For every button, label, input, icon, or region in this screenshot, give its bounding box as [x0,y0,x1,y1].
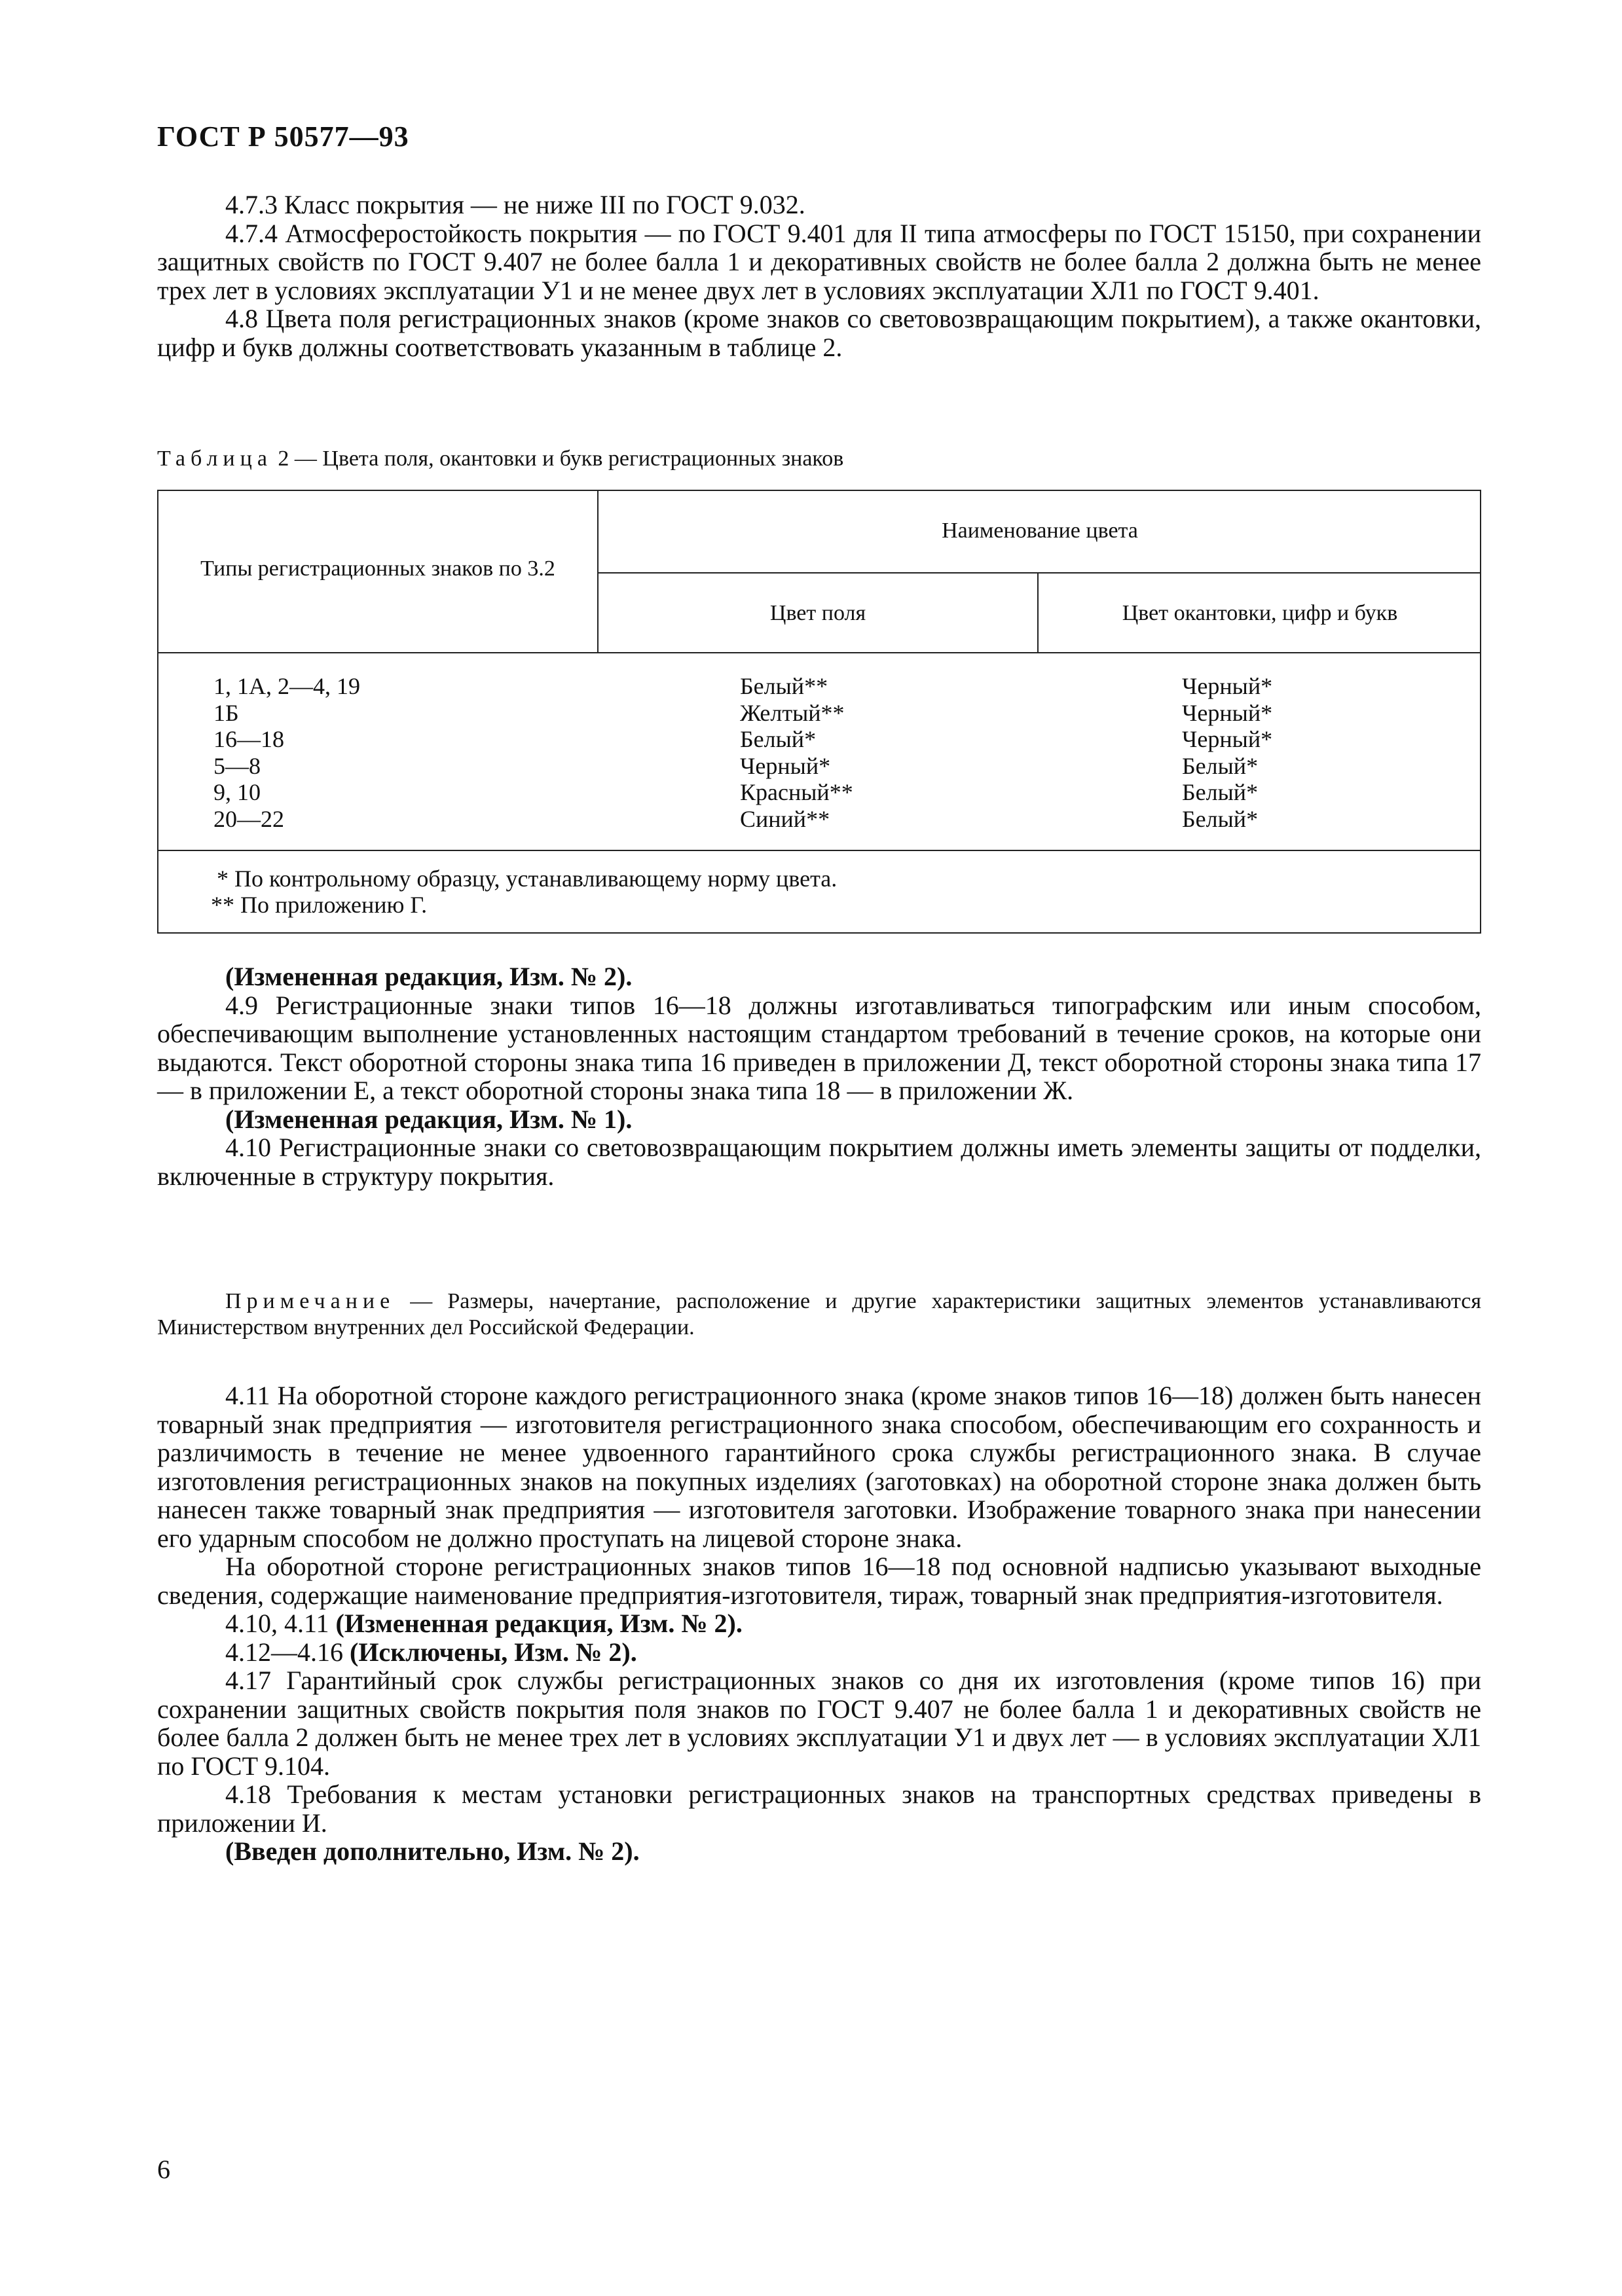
paragraph-4-8: 4.8 Цвета поля регистрационных знаков (кроме знаков со световозвращающим покрытием), а также окантовки, цифр и букв должны соответствовать указанным в таблице 2. [157,304,1481,362]
table-cell: 1, 1А, 2—4, 19 [213,673,360,699]
table-divider-foot [158,850,1481,851]
table-cell: 5—8 [213,752,261,779]
introduced-note: (Введен дополнительно, Изм. № 2). [225,1836,640,1866]
amendment-ref: 4.12—4.16 [225,1637,350,1667]
table-cell: 16—18 [213,726,284,752]
table-caption-label: Таблица [157,446,272,471]
page-number: 6 [157,2155,170,2184]
section-bottom [157,1381,1481,1866]
header-edge-color: Цвет окантовки, цифр и букв [1122,601,1398,625]
note-label: Примечание [225,1289,396,1313]
paragraph-4-10: 4.10 Регистрационные знаки со световозвращающим покрытием должны иметь элементы защиты от подделки, включенные в структуру покрытия. [157,1133,1481,1191]
table-cell: Черный* [1182,673,1273,699]
amendment-note-2: (Измененная редакция, Изм. № 1). [225,1104,633,1134]
document-header: ГОСТ Р 50577—93 [157,120,409,153]
paragraph-4-17: 4.17 Гарантийный срок службы регистрационных знаков со дня их изготовления (кроме типов 16) при сохранении защитных свойств покрытия поля знаков по ГОСТ 9.407 не более балла 1 и декоративных свойств не более балла 2 должен быть не менее трех лет в условиях эксплуатации У1 и двух лет — в условиях эксплуатации ХЛ1 по ГОСТ 9.104. [157,1666,1481,1781]
table-cell: Черный* [740,752,831,779]
table-cell: Белый* [740,726,817,752]
amendment-text: (Измененная редакция, Изм. № 2). [335,1609,743,1638]
colors-table [157,490,1481,934]
table-cell: 20—22 [213,805,284,832]
table-cell: Белый* [1182,779,1259,805]
table-cell: Белый** [740,673,828,699]
paragraph-4-11: 4.11 На оборотной стороне каждого регистрационного знака (кроме знаков типов 16—18) должен быть нанесен товарный знак предприятия — изготовителя регистрационного знака способом, обеспечивающим его сохранность и различимость в течение не менее удвоенного гарантийного срока службы регистрационного знака. В случае изготовления регистрационных знаков на покупных изделиях (заготовках) на оборотной стороне знака должен быть нанесен также товарный знак предприятия — изготовителя заготовки. Изображение товарного знака при нанесении его ударным способом не должно проступать на лицевой стороне знака. [157,1381,1481,1553]
table-cell: Желтый** [740,699,845,726]
table-divider-head [158,652,1481,653]
table-cell: Красный** [740,779,853,805]
note-block [157,1288,1481,1341]
paragraph-4-9: 4.9 Регистрационные знаки типов 16—18 должны изготавливаться типографским или иным способом, обеспечивающим выполнение установленных настоящим стандартом требований в течение сроков, на которые они выдаются. Текст оборотной стороны знака типа 16 приведен в приложении Д, текст оборотной стороны знака типа 17 — в приложении Е, а текст оборотной стороны знака типа 18 — в приложении Ж. [157,990,1481,1105]
footnote-single-star: * По контрольному образцу, устанавливающему норму цвета. [211,866,838,892]
amendment-note-1: (Измененная редакция, Изм. № 2). [225,962,633,991]
table-divider-group [597,572,1481,574]
amendment-text: (Исключены, Изм. № 2). [350,1637,637,1667]
section-middle [157,962,1481,1190]
table-cell: 1Б [213,699,239,726]
table-footnotes [211,866,837,918]
section-top [157,191,1481,361]
table-cell: Белый* [1182,752,1259,779]
header-sign-types: Типы регистрационных знаков по 3.2 [200,556,555,581]
table-cell: 9, 10 [213,779,261,805]
paragraph-4-11-continued: На оборотной стороне регистрационных знаков типов 16—18 под основной надписью указывают выходные сведения, содержащие наименование предприятия-изготовителя, тираж, товарный знак предприятия-изготовителя. [157,1552,1481,1610]
column-field-colors [740,673,853,832]
table-cell: Черный* [1182,726,1273,752]
amendment-ref: 4.10, 4.11 [225,1609,336,1638]
column-edge-colors [1182,673,1272,832]
table-cell: Белый* [1182,805,1259,832]
table-cell: Черный* [1182,699,1273,726]
header-color-name: Наименование цвета [942,519,1138,543]
note-text: — Размеры, начертание, расположение и другие характеристики защитных элементов устанавливаются Министерством внутренних дел Российской Федерации. [157,1289,1481,1339]
paragraph-4-7-3: 4.7.3 Класс покрытия — не ниже III по ГОСТ 9.032. [225,190,805,219]
column-sign-types [213,673,360,832]
footnote-double-star: ** По приложению Г. [211,892,428,918]
paragraph-4-18: 4.18 Требования к местам установки регистрационных знаков на транспортных средствах приведены в приложении И. [157,1779,1481,1838]
header-field-color: Цвет поля [769,601,866,625]
amendment-line-4-12-4-16 [157,1638,1481,1667]
table-caption [157,446,843,471]
table-caption-text: 2 — Цвета поля, окантовки и букв регистрационных знаков [272,446,844,471]
paragraph-4-7-4: 4.7.4 Атмосферостойкость покрытия — по ГОСТ 9.401 для II типа атмосферы по ГОСТ 15150, при сохранении защитных свойств по ГОСТ 9.407 не более балла 1 и декоративных свойств не более балла 2 должна быть не менее трех лет в условиях эксплуатации У1 и не менее двух лет в условиях эксплуатации ХЛ1 по ГОСТ 9.401. [157,218,1481,305]
amendment-line-4-10-4-11 [157,1609,1481,1638]
table-cell: Синий** [740,805,830,832]
